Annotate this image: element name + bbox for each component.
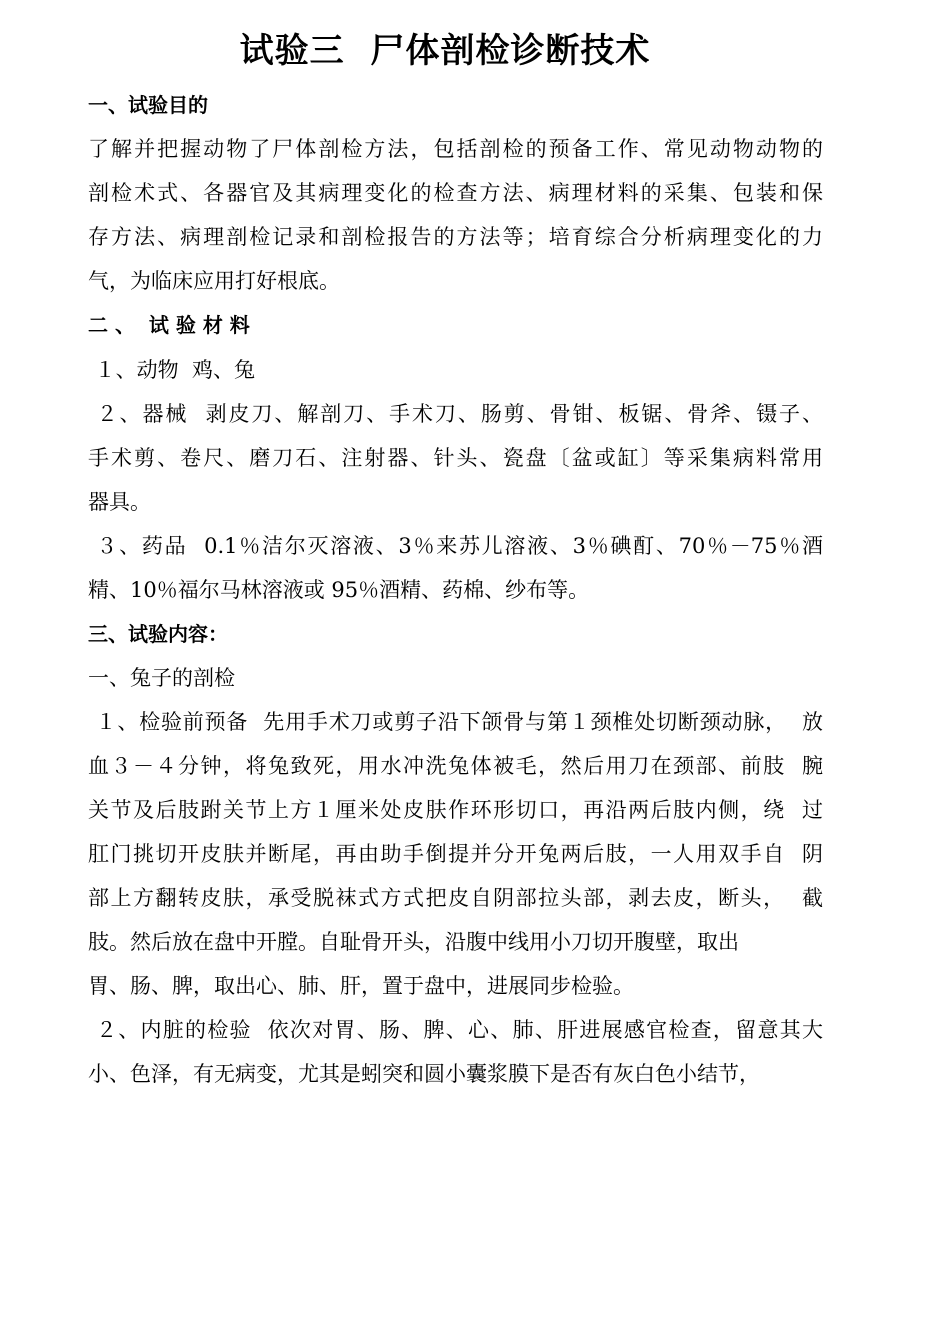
- paragraph-line: 一、兔子的剖检: [88, 666, 235, 690]
- paragraph-line: ３、药品 0.1％洁尔灭溶液、3％来苏儿溶液、3％碘酊、70％－75％酒: [88, 534, 823, 558]
- paragraph-line: ２、内脏的检验 依次对胃、肠、脾、心、肺、肝进展感官检查，留意其大: [88, 1018, 823, 1042]
- paragraph-line: 肛门挑切开皮肤并断尾，再由助手倒提并分开兔两后肢，一人用双手自 阴: [88, 842, 823, 866]
- section-heading-content: 三、试验内容：: [88, 622, 228, 646]
- paragraph-line: 肢。然后放在盘中开膛。自耻骨开头，沿腹中线用小刀切开腹壁，取出: [88, 930, 739, 954]
- paragraph-line: 存方法、病理剖检记录和剖检报告的方法等；培育综合分析病理变化的力: [88, 225, 823, 249]
- section-heading-materials: 二 、 试 验 材 料: [88, 313, 250, 337]
- paragraph-line: 部上方翻转皮肤，承受脱袜式方式把皮自阴部拉头部，剥去皮，断头， 截: [88, 886, 823, 910]
- paragraph-line: 小、色泽，有无病变，尤其是蚓突和圆小囊浆膜下是否有灰白色小结节，: [88, 1062, 760, 1086]
- paragraph-line: 气，为临床应用打好根底。: [88, 269, 340, 293]
- paragraph-line: １、检验前预备 先用手术刀或剪子沿下颌骨与第１颈椎处切断颈动脉， 放: [88, 710, 823, 734]
- paragraph-line: 手术剪、卷尺、磨刀石、注射器、针头、瓷盘〔盆或缸〕等采集病料常用: [88, 446, 823, 470]
- page-title: 试验三 尸体剖检诊断技术: [239, 31, 651, 71]
- paragraph-line: 剖检术式、各器官及其病理变化的检查方法、病理材料的采集、包装和保: [88, 181, 823, 205]
- paragraph-line: 了解并把握动物了尸体剖检方法，包括剖检的预备工作、常见动物动物的: [88, 137, 823, 161]
- paragraph-line: ２、器械 剥皮刀、解剖刀、手术刀、肠剪、骨钳、板锯、骨斧、镊子、: [88, 402, 823, 426]
- paragraph-line: 血３－４分钟，将兔致死，用水冲洗兔体被毛，然后用刀在颈部、前肢 腕: [88, 754, 823, 778]
- section-heading-purpose: 一、试验目的: [88, 93, 208, 117]
- paragraph-line: 胃、肠、脾，取出心、肺、肝，置于盘中，进展同步检验。: [88, 974, 634, 998]
- paragraph-line: １、动物 鸡、兔: [88, 358, 256, 382]
- paragraph-line: 关节及后肢跗关节上方１厘米处皮肤作环形切口，再沿两后肢内侧，绕 过: [88, 798, 823, 822]
- paragraph-line: 精、10％福尔马林溶液或 95％酒精、药棉、纱布等。: [88, 578, 590, 602]
- paragraph-line: 器具。: [88, 490, 151, 514]
